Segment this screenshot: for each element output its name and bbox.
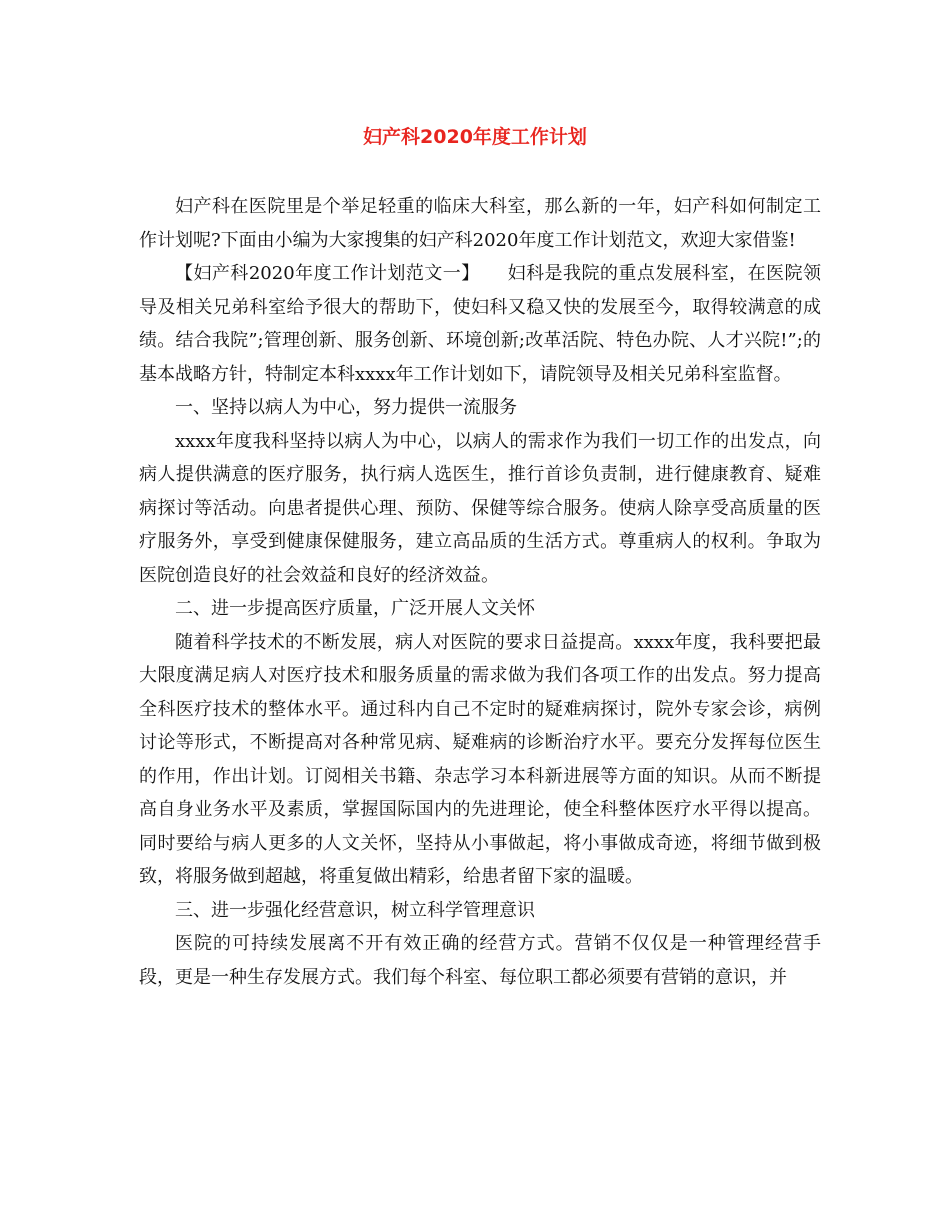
document-title: 妇产科2020年度工作计划 <box>363 126 587 148</box>
sample-one-paragraph: 【妇产科2020年度工作计划范文一】 妇科是我院的重点发展科室，在医院领导及相关兄弟科室给予很大的帮助下，使妇科又稳又快的发展至今，取得较满意的成绩。结合我院”;管理创新、服务创新、环境创新;改革活院、特色办院、人才兴院!”;的基本战略方针，特制定本科xxxx年工作计划如下，请院领导及相关兄弟科室监督。 <box>139 263 821 385</box>
section-paragraph-3: 医院的可持续发展离不开有效正确的经营方式。营销不仅仅是一种管理经营手段，更是一种生存发展方式。我们每个科室、每位职工都必须要有营销的意识，并 <box>139 933 821 988</box>
document-body <box>139 190 821 994</box>
section-heading-3: 三、进一步强化经营意识，树立科学管理意识 <box>175 899 535 921</box>
section-paragraph-1: xxxx年度我科坚持以病人为中心，以病人的需求作为我们一切工作的出发点，向病人提供满意的医疗服务，执行病人选医生，推行首诊负责制，进行健康教育、疑难病探讨等活动。向患者提供心理、预防、保健等综合服务。使病人除享受高质量的医疗服务外，享受到健康保健服务，建立高品质的生活方式。尊重病人的权利。争取为医院创造良好的社会效益和良好的经济效益。 <box>139 430 821 586</box>
section-paragraph-2: 随着科学技术的不断发展，病人对医院的要求日益提高。xxxx年度，我科要把最大限度满足病人对医疗技术和服务质量的需求做为我们各项工作的出发点。努力提高全科医疗技术的整体水平。通过科内自己不定时的疑难病探讨，院外专家会诊，病例讨论等形式，不断提高对各种常见病、疑难病的诊断治疗水平。要充分发挥每位医生的作用，作出计划。订阅相关书籍、杂志学习本科新进展等方面的知识。从而不断提高自身业务水平及素质，掌握国际国内的先进理论，使全科整体医疗水平得以提高。同时要给与病人更多的人文关怀，坚持从小事做起，将小事做成奇迹，将细节做到极致，将服务做到超越，将重复做出精彩，给患者留下家的温暖。 <box>139 631 821 887</box>
intro-paragraph: 妇产科在医院里是个举足轻重的临床大科室，那么新的一年，妇产科如何制定工作计划呢?下面由小编为大家搜集的妇产科2020年度工作计划范文，欢迎大家借鉴! <box>139 196 821 251</box>
section-heading-1: 一、坚持以病人为中心，努力提供一流服务 <box>175 397 517 418</box>
section-heading-2: 二、进一步提高医疗质量，广泛开展人文关怀 <box>175 598 535 619</box>
